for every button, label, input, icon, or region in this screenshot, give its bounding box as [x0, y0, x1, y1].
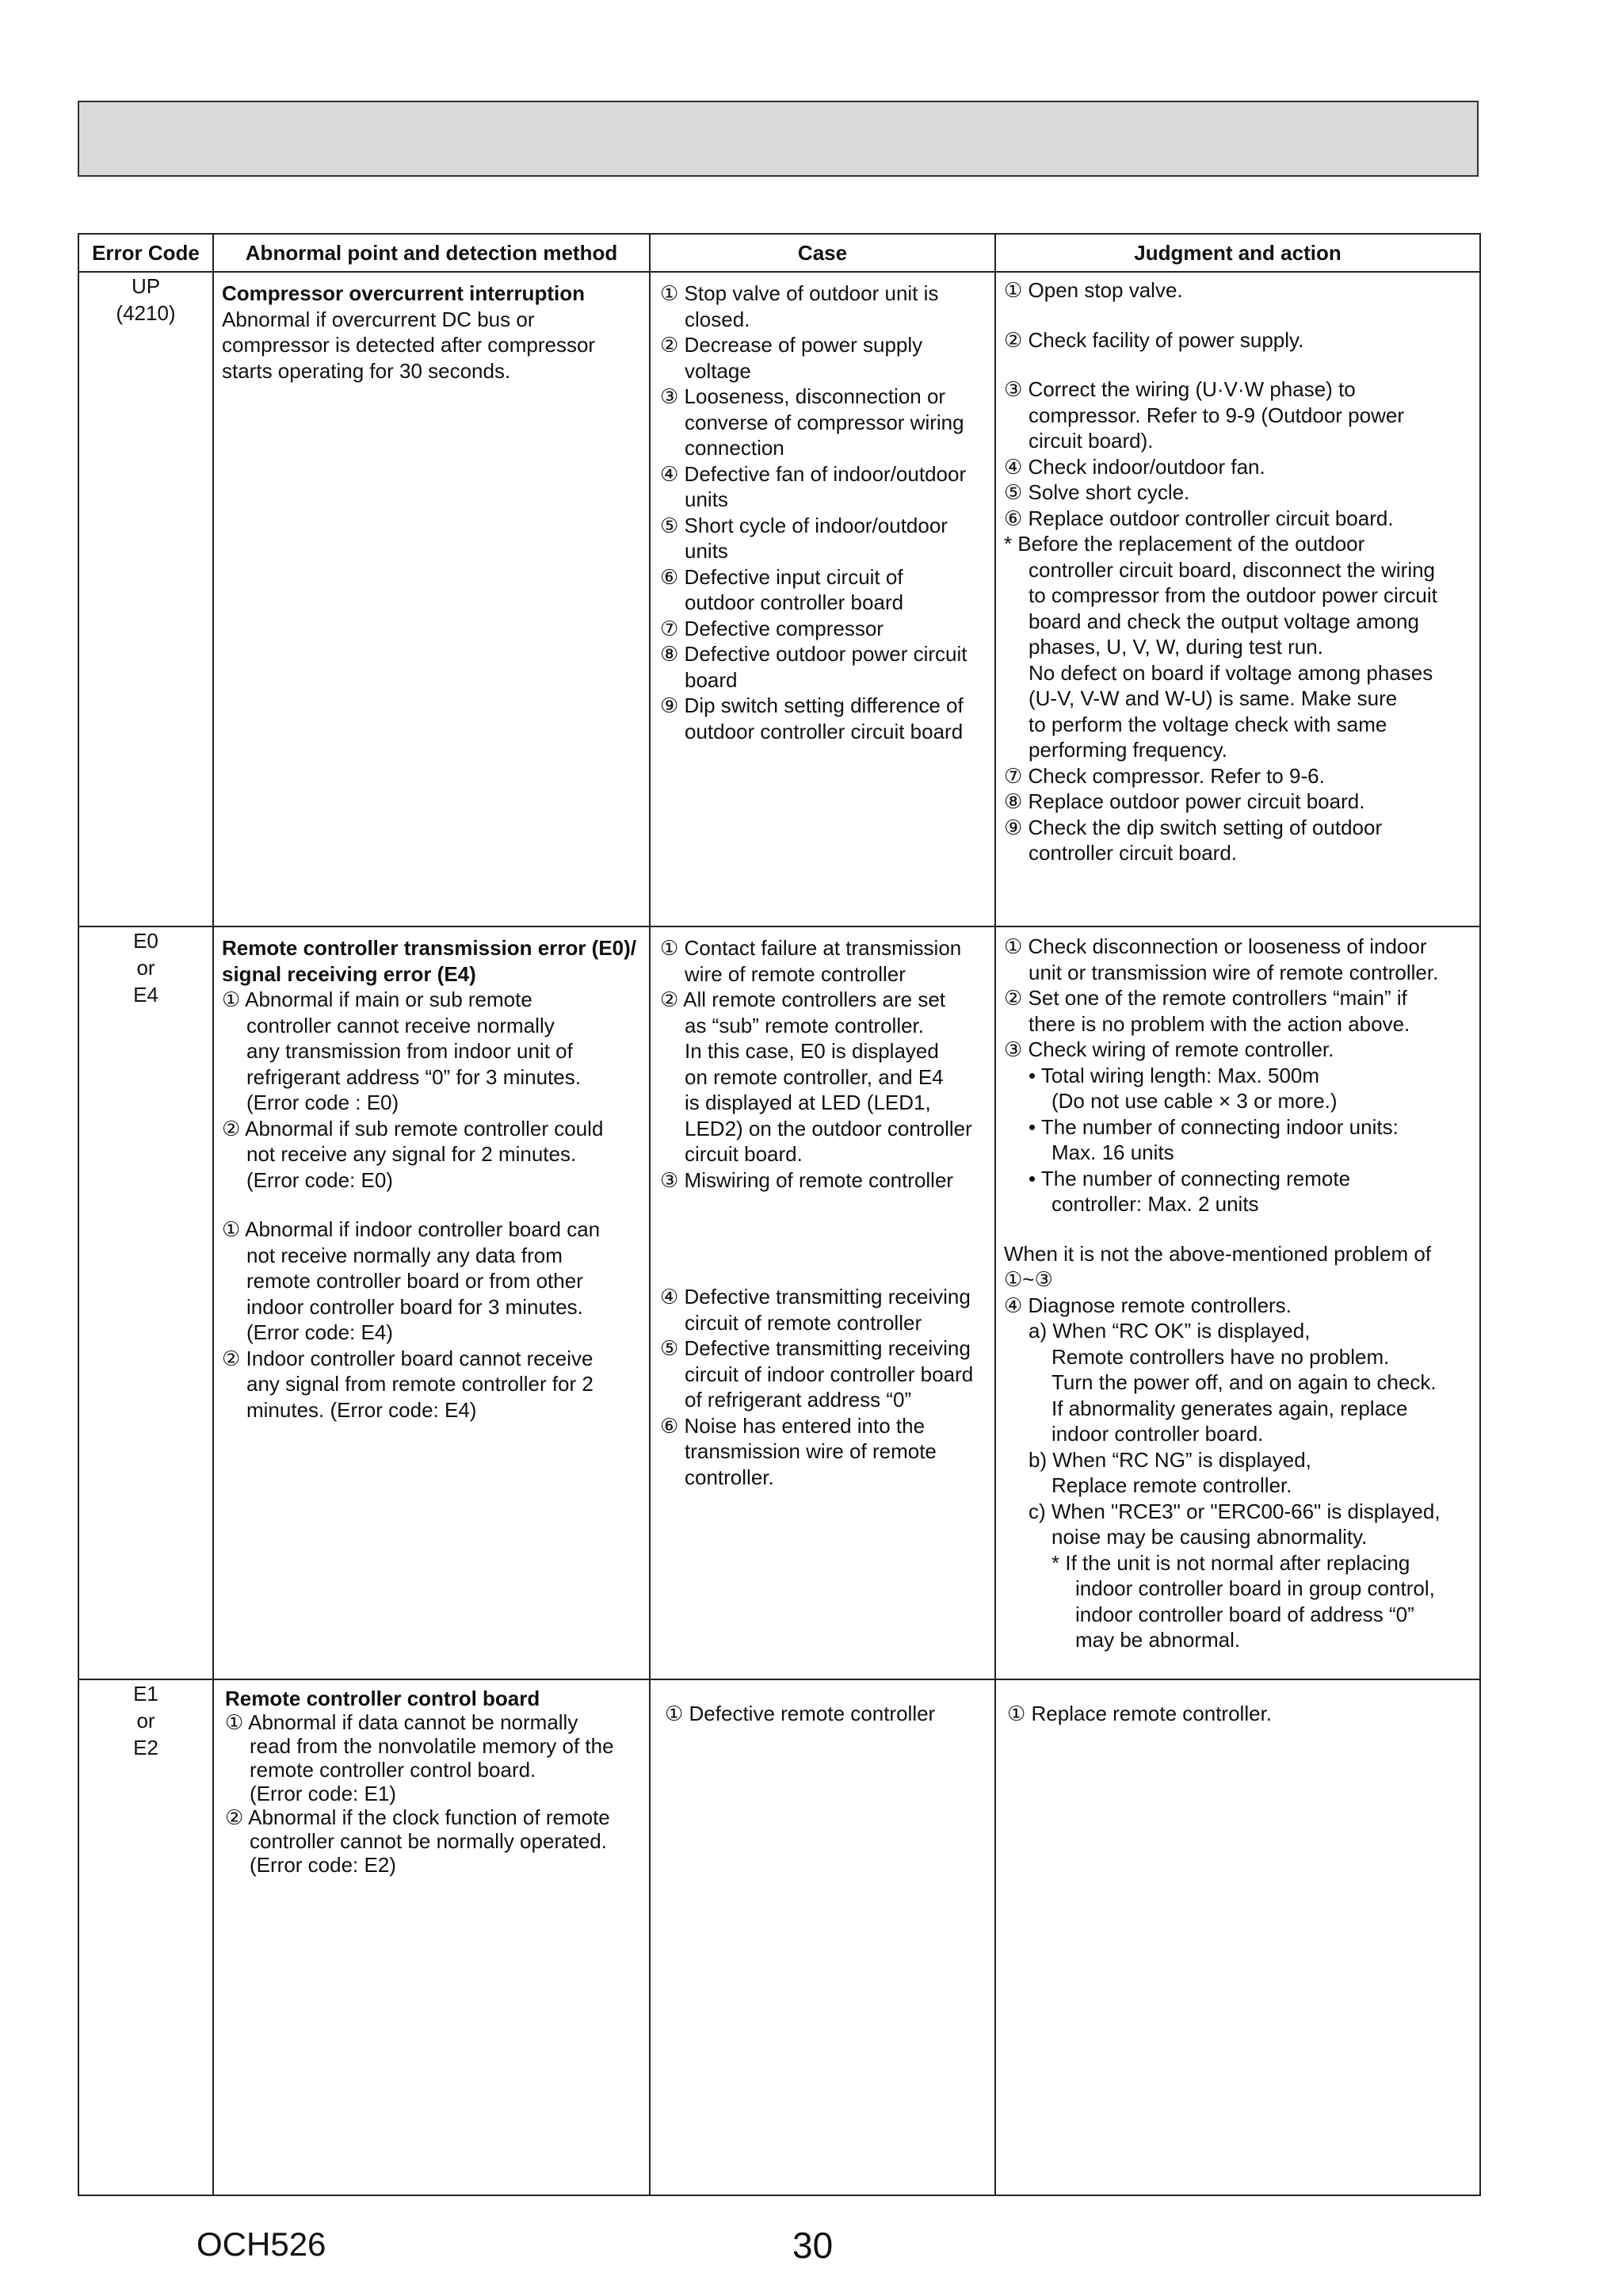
detection-cell: Remote controller transmission error (E0)/ signal receiving error (E4) ① Abnormal if main or sub remote controller cannot receive normally any transmission from indoor unit of refrigerant address “0” for 3 minutes. (Error code : E0) ② Abnormal if sub remote controller could not receive any signal for 2 minutes. (Error code: E0) ① Abnormal if indoor controller board can not receive normally any data from remote controller board or from other indoor controller board for 3 minutes. (Error code: E4) ② Indoor controller board cannot receive any signal from remote controller for 2 minutes. (Error code: E4) [213, 926, 650, 1679]
error-code-cell: E1 or E2 [78, 1679, 213, 2195]
case-cell: ① Contact failure at transmission wire of remote controller ② All remote controllers are set as “sub” remote controller. In this case, E0 is displayed on remote controller, and E4 is displayed at LED (LED1, LED2) on the outdoor controller circuit board. ③ Miswiring of remote controller ④ Defective transmitting receiving circuit of remote controller ⑤ Defective transmitting receiving circuit of indoor controller board of refrigerant address “0” ⑥ Noise has entered into the transmission wire of remote controller. [650, 926, 995, 1679]
detection-cell: Remote controller control board ① Abnormal if data cannot be normally read from the nonvolatile memory of the remote controller control board. (Error code: E1) ② Abnormal if the clock function of remote controller cannot be normally operated. (Error code: E2) [213, 1679, 650, 2195]
table-row [78, 926, 1480, 1679]
document-model-code: OCH526 [197, 2225, 326, 2263]
header-case: Case [650, 234, 995, 272]
page-header-bar [78, 101, 1479, 177]
table-row [78, 272, 1480, 926]
table-row [78, 1679, 1480, 2195]
page-number: 30 [792, 2225, 834, 2266]
error-code-cell: UP (4210) [78, 272, 213, 926]
error-code-table [78, 233, 1481, 2196]
case-cell: ① Defective remote controller [650, 1679, 995, 2195]
action-cell: ① Open stop valve. ② Check facility of power supply. ③ Correct the wiring (U·V·W phase) to compressor. Refer to 9-9 (Outdoor power circuit board). ④ Check indoor/outdoor fan. ⑤ Solve short cycle. ⑥ Replace outdoor controller circuit board. * Before the replacement of the outdoor controller circuit board, disconnect the wiring to compressor from the outdoor power circuit board and check the output voltage among phases, U, V, W, during test run. No defect on board if voltage among phases (U-V, V-W and W-U) is same. Make sure to perform the voltage check with same performing frequency. ⑦ Check compressor. Refer to 9-6. ⑧ Replace outdoor power circuit board. ⑨ Check the dip switch setting of outdoor controller circuit board. [995, 272, 1480, 926]
detection-cell: Compressor overcurrent interruption Abnormal if overcurrent DC bus or compressor is detected after compressor starts operating for 30 seconds. [213, 272, 650, 926]
case-cell: ① Stop valve of outdoor unit is closed. ② Decrease of power supply voltage ③ Looseness, disconnection or converse of compressor wiring connection ④ Defective fan of indoor/outdoor units ⑤ Short cycle of indoor/outdoor units ⑥ Defective input circuit of outdoor controller board ⑦ Defective compressor ⑧ Defective outdoor power circuit board ⑨ Dip switch setting difference of outdoor controller circuit board [650, 272, 995, 926]
action-cell: ① Replace remote controller. [995, 1679, 1480, 2195]
action-cell: ① Check disconnection or looseness of indoor unit or transmission wire of remote controller. ② Set one of the remote controllers “main” if there is no problem with the action above. ③ Check wiring of remote controller. • Total wiring length: Max. 500m (Do not use cable × 3 or more.) • The number of connecting indoor units: Max. 16 units • The number of connecting remote controller: Max. 2 units When it is not the above-mentioned problem of ①~③ ④ Diagnose remote controllers. a) When “RC OK” is displayed, Remote controllers have no problem. Turn the power off, and on again to check. If abnormality generates again, replace indoor controller board. b) When “RC NG” is displayed, Replace remote controller. c) When "RCE3" or "ERC00-66" is displayed, noise may be causing abnormality. * If the unit is not normal after replacing indoor controller board in group control, indoor controller board of address “0” may be abnormal. [995, 926, 1480, 1679]
error-code-cell: E0 or E4 [78, 926, 213, 1679]
header-error-code: Error Code [78, 234, 213, 272]
header-action: Judgment and action [995, 234, 1480, 272]
header-detection: Abnormal point and detection method [213, 234, 650, 272]
table-header-row [78, 234, 1480, 272]
